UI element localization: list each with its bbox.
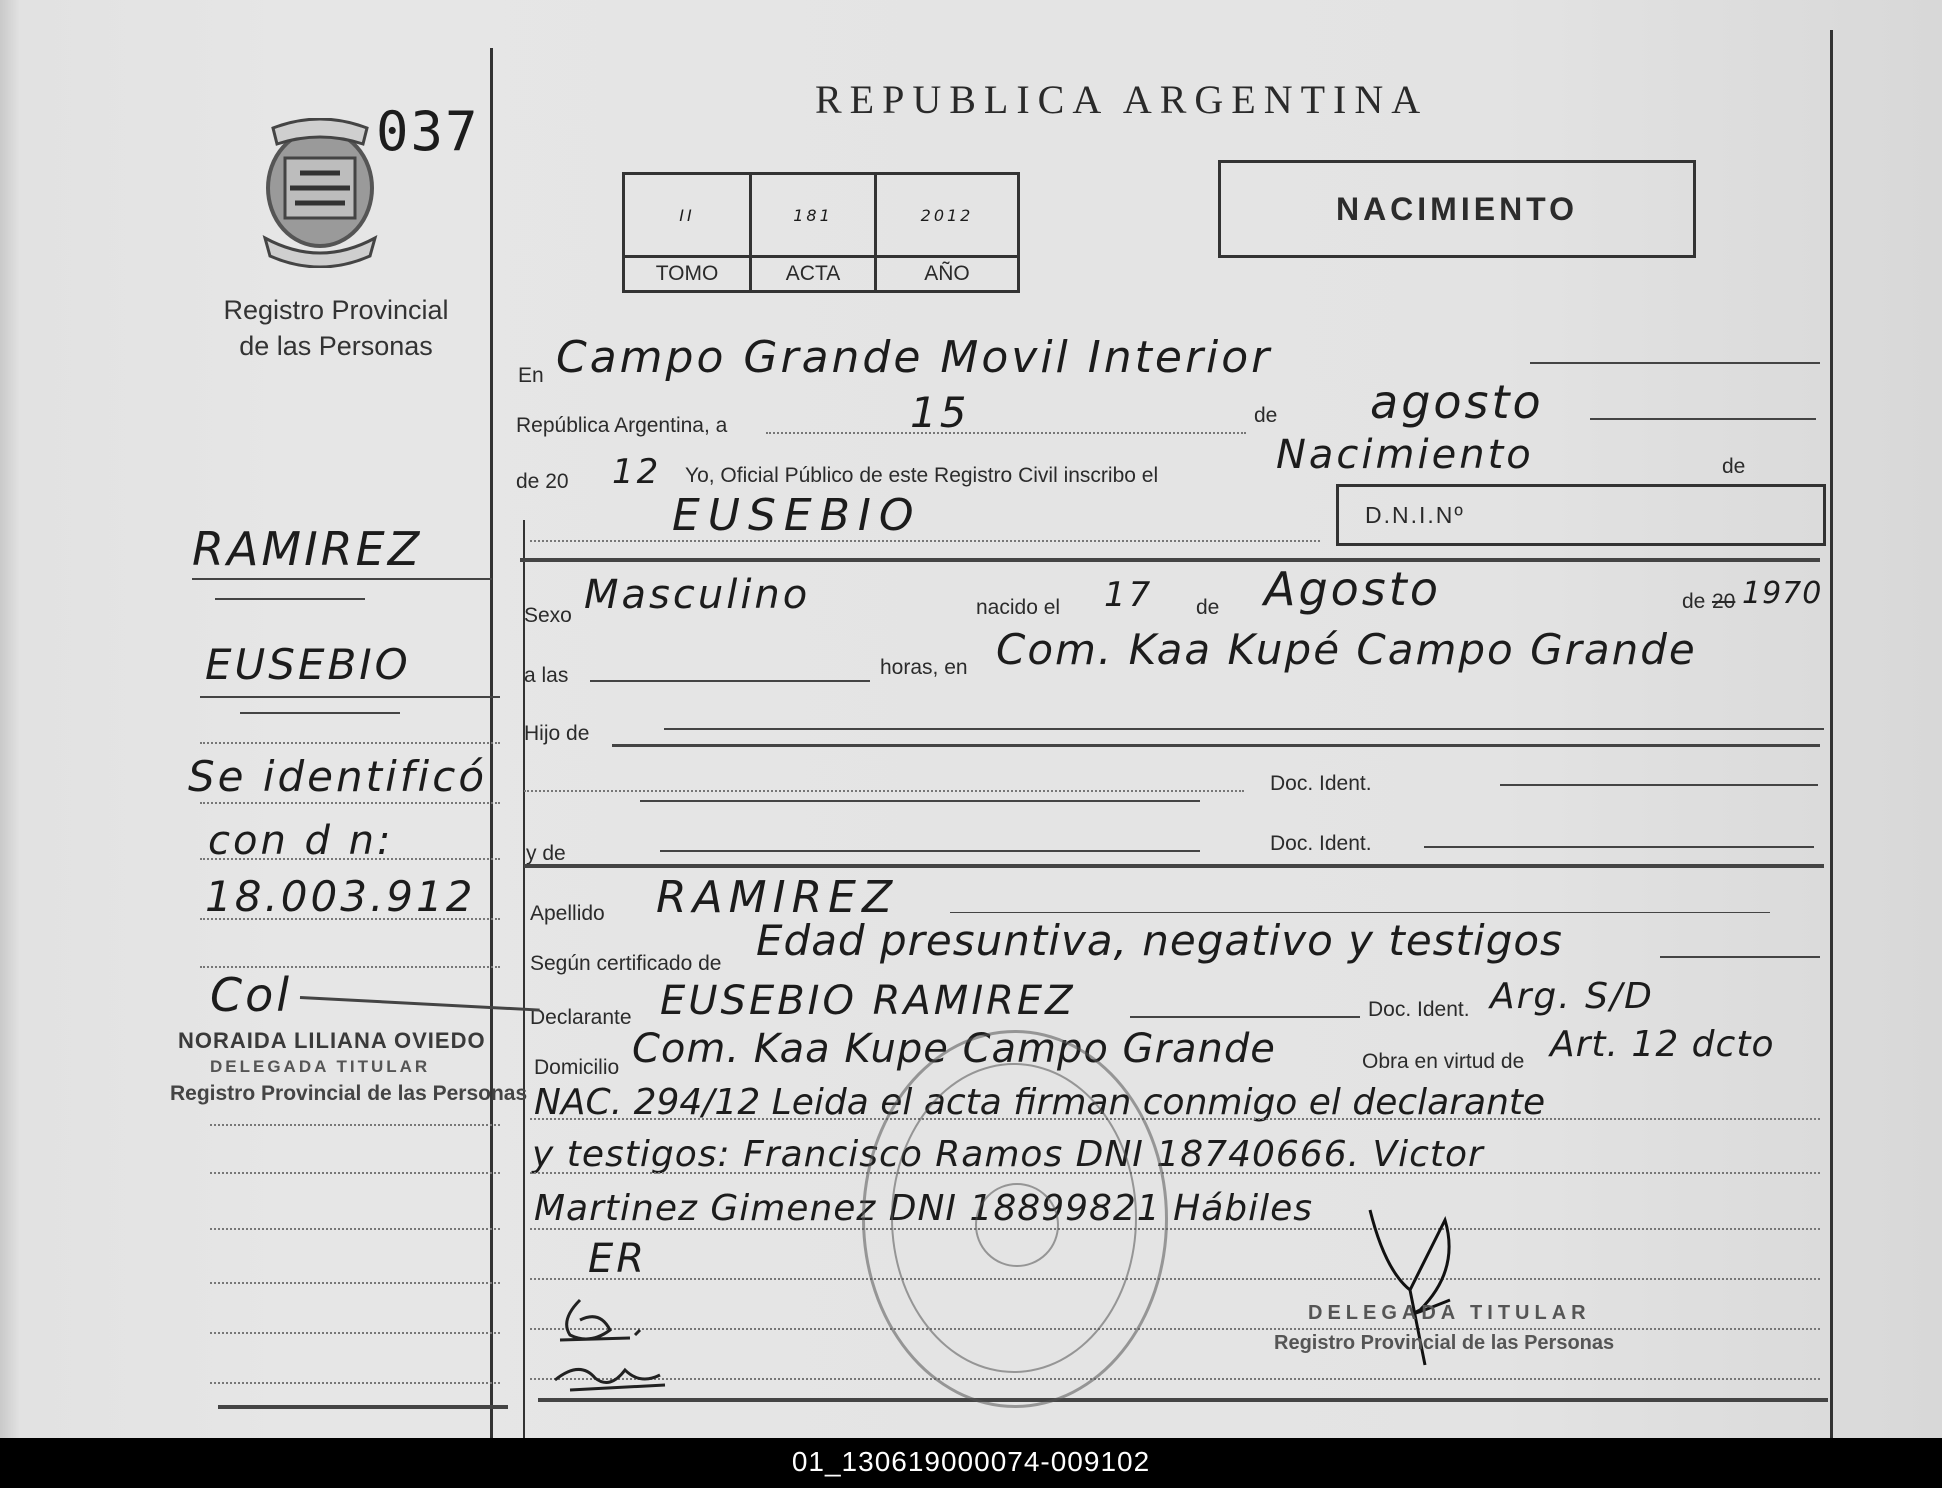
margin-line [215, 598, 365, 600]
form-dots [530, 1118, 1820, 1120]
yde-doc-label: Doc. Ident. [1270, 832, 1372, 855]
certificado-label: Según certificado de [530, 952, 722, 975]
form-line [1130, 1016, 1360, 1018]
form-dots [524, 790, 1244, 792]
birth-month: Agosto [1264, 562, 1441, 616]
alas-label: a las [524, 664, 569, 687]
witness-signatures-icon [550, 1290, 680, 1400]
dni-box [1336, 484, 1826, 546]
margin-official-name: NORAIDA LILIANA OVIEDO [178, 1028, 486, 1053]
note-line-4: ER [588, 1236, 648, 1282]
institution-line-2: de las Personas [239, 331, 433, 361]
de-end-label: de [1722, 455, 1746, 478]
margin-dots [210, 1282, 500, 1284]
birth-day: 17 [1104, 575, 1154, 615]
obra-value: Art. 12 dcto [1550, 1024, 1775, 1065]
inscription-type: Nacimiento [1276, 432, 1534, 478]
institution-line-1: Registro Provincial [223, 295, 449, 325]
acta-value: 181 [751, 174, 876, 257]
form-line [640, 800, 1200, 802]
republica-label: República Argentina, a [516, 414, 728, 437]
year-suffix: 12 [612, 452, 662, 492]
margin-note-3: 18.003.912 [205, 872, 476, 921]
official-seal-icon [862, 1030, 1168, 1408]
form-line [1530, 362, 1820, 364]
birth-year-label: de [1682, 590, 1706, 613]
form-line [1590, 418, 1816, 420]
form-dots [530, 540, 1320, 542]
margin-dots [210, 1382, 500, 1384]
margin-official-title: DELEGADA TITULAR [210, 1057, 431, 1076]
record-type: NACIMIENTO [1335, 190, 1579, 227]
form-dots [530, 1378, 1820, 1380]
tomo-label: TOMO [624, 257, 751, 292]
hijo-label: Hijo de [524, 722, 590, 745]
margin-dots [210, 1228, 500, 1230]
margin-official-org: Registro Provincial de las Personas [170, 1082, 528, 1105]
birth-year-struck: 20 [1712, 590, 1736, 613]
sexo-label: Sexo [524, 604, 572, 627]
page-number: 037 [376, 100, 480, 163]
tomo-value: II [624, 174, 751, 257]
margin-dots [210, 1332, 500, 1334]
connector-line [300, 996, 540, 1012]
nacido-label: nacido el [976, 596, 1061, 619]
form-line [1500, 784, 1818, 786]
margin-dots [210, 1172, 500, 1174]
form-dots [530, 1278, 1820, 1280]
note-line-2: y testigos: Francisco Ramos DNI 18740666. Victor [532, 1134, 1484, 1175]
en-value: Campo Grande Movil Interior [556, 332, 1273, 383]
declarante-doc-label: Doc. Ident. [1368, 998, 1470, 1021]
margin-note-2: con d n: [208, 818, 394, 864]
declarante-label: Declarante [530, 1006, 632, 1029]
birth-de-label: de [1196, 596, 1220, 619]
margin-note-1: Se identificó [188, 752, 488, 801]
first-name-value: EUSEBIO [672, 490, 922, 541]
form-line [590, 680, 870, 682]
oficial-text: Yo, Oficial Público de este Registro Civil inscribo el [685, 464, 1159, 487]
declarante-doc-value: Arg. S/D [1490, 976, 1654, 1017]
sexo-value: Masculino [584, 572, 811, 618]
hijo-doc-label: Doc. Ident. [1270, 772, 1372, 795]
domicilio-label: Domicilio [534, 1056, 620, 1079]
form-line [1660, 956, 1820, 958]
form-bottom-line [538, 1398, 1828, 1402]
reference-box [622, 172, 1020, 293]
signature-block-title: DELEGADA TITULAR [1308, 1302, 1591, 1324]
body-right-border [1830, 30, 1833, 1438]
en-label: En [518, 364, 544, 387]
margin-bottom-line [218, 1405, 508, 1409]
margin-dots [200, 802, 500, 804]
year-prefix: de 20 [516, 470, 569, 493]
margin-surname: RAMIREZ [192, 522, 423, 576]
form-line [1424, 846, 1814, 848]
de-label: de [1254, 404, 1278, 427]
margin-line [200, 696, 500, 698]
country-title: REPUBLICA ARGENTINA [815, 77, 1429, 122]
anio-value: 2012 [876, 174, 1019, 257]
declarante-value: EUSEBIO RAMIREZ [660, 978, 1076, 1024]
file-name: 01_130619000074-009102 [791, 1446, 1151, 1477]
yde-label: y de [526, 842, 566, 865]
day-value: 15 [910, 388, 970, 437]
anio-label: AÑO [876, 257, 1019, 292]
form-dots [766, 432, 1246, 434]
section-divider [520, 558, 1820, 562]
margin-dots [210, 1124, 500, 1126]
form-line [660, 850, 1200, 852]
form-dots [530, 1172, 1820, 1174]
body-left-border [523, 520, 525, 1438]
margin-dots [200, 742, 500, 744]
birth-place: Com. Kaa Kupé Campo Grande [996, 625, 1697, 674]
margin-dots [200, 918, 500, 920]
signature-block-org: Registro Provincial de las Personas [1274, 1332, 1615, 1354]
margin-initials: Col [210, 968, 293, 1022]
note-line-1: NAC. 294/12 Leida el acta firman conmigo el declarante [534, 1082, 1546, 1123]
section-divider [524, 864, 1824, 868]
form-dots [530, 1228, 1820, 1230]
form-line [950, 912, 1770, 913]
form-line [612, 744, 1820, 747]
margin-line [192, 578, 492, 580]
margin-first-name: EUSEBIO [205, 640, 411, 689]
birth-year: 1970 [1742, 576, 1823, 611]
margin-dots [200, 858, 500, 860]
misiones-coat-of-arms-icon [255, 118, 385, 268]
institution-name [196, 292, 476, 364]
domicilio-value: Com. Kaa Kupe Campo Grande [632, 1026, 1276, 1072]
form-dots [530, 1328, 1820, 1330]
margin-line [240, 712, 400, 714]
record-type-box [1218, 160, 1696, 258]
horas-label: horas, en [880, 656, 968, 679]
apellido-value: RAMIREZ [656, 872, 899, 923]
note-line-3: Martinez Gimenez DNI 18899821 Hábiles [534, 1188, 1314, 1229]
obra-label: Obra en virtud de [1362, 1050, 1525, 1073]
dni-label: D.N.I.Nº [1365, 502, 1465, 528]
acta-label: ACTA [751, 257, 876, 292]
certificado-value: Edad presuntiva, negativo y testigos [756, 916, 1563, 965]
month-value: agosto [1370, 375, 1544, 429]
form-line [664, 728, 1824, 730]
apellido-label: Apellido [530, 902, 605, 925]
